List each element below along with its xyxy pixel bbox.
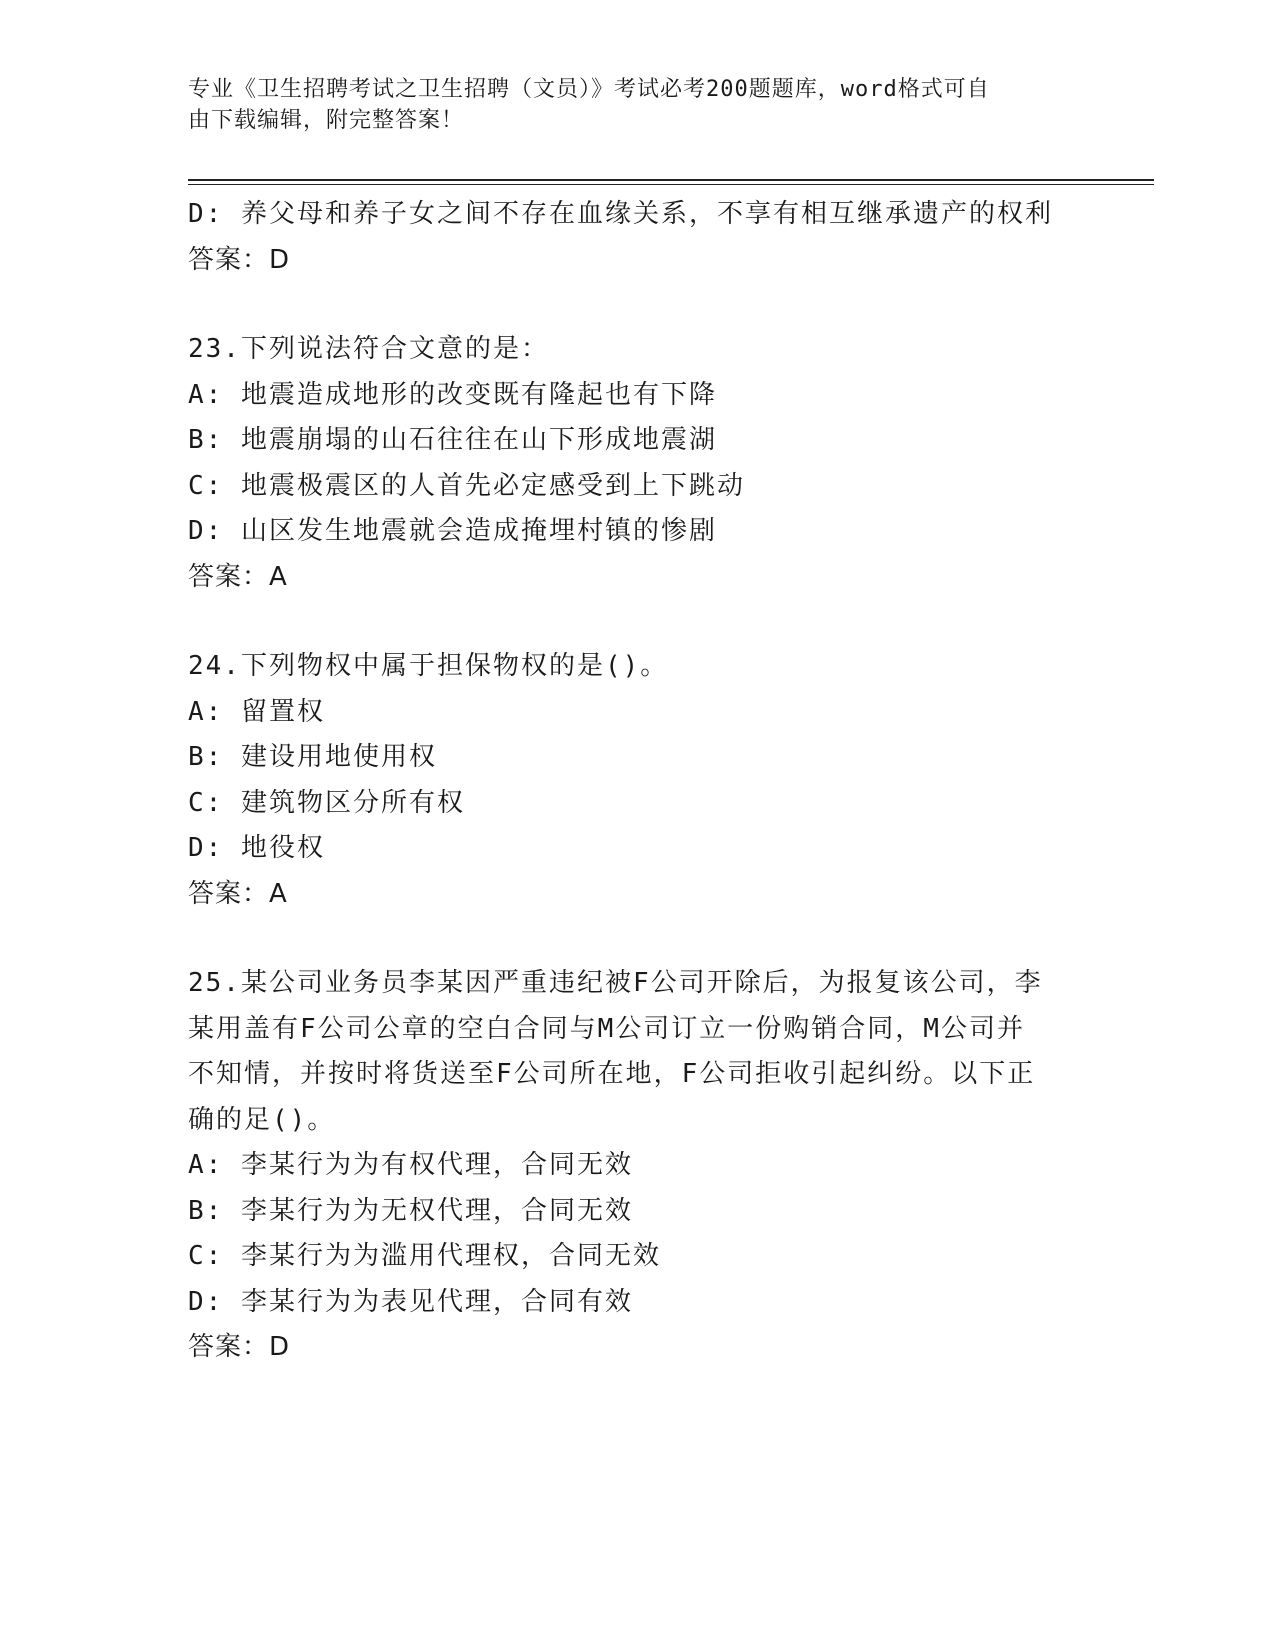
question-stem: 24.下列物权中属于担保物权的是()。: [188, 651, 669, 681]
answer: 答案：A: [188, 561, 288, 592]
header-line-1: 专业《卫生招聘考试之卫生招聘（文员）》考试必考200题题库，word格式可自: [188, 77, 990, 102]
option-d: D: 山区发生地震就会造成掩埋村镇的惨剧: [188, 516, 717, 546]
question-stem-line-1: 25.某公司业务员李某因严重违纪被F公司开除后，为报复该公司，李: [188, 968, 1043, 998]
question-24: [188, 644, 1088, 917]
option-a: A: 地震造成地形的改变既有隆起也有下降: [188, 379, 717, 410]
header-divider-thin: [188, 184, 1154, 185]
question-gap: [188, 917, 1088, 961]
question-23: [188, 327, 1088, 600]
document-body: [188, 192, 1088, 1371]
question-gap: [188, 600, 1088, 644]
header-divider-thick: [188, 179, 1154, 181]
question-stem: 23.下列说法符合文意的是：: [188, 334, 549, 364]
option-c: C: 地震极震区的人首先必定感受到上下跳动: [188, 470, 745, 501]
question-stem-line-4: 确的足()。: [188, 1104, 336, 1135]
question-stem-line-2: 某用盖有F公司公章的空白合同与M公司订立一份购销合同，M公司并: [188, 1013, 1025, 1044]
option-d: D: 地役权: [188, 833, 325, 863]
option-a: A: 留置权: [188, 696, 325, 727]
option-d: D: 李某行为为表见代理，合同有效: [188, 1286, 633, 1317]
option-b: B: 李某行为为无权代理，合同无效: [188, 1195, 633, 1226]
answer: 答案：D: [188, 1332, 291, 1362]
question-stem-line-3: 不知情，并按时将货送至F公司所在地，F公司拒收引起纠纷。以下正: [188, 1059, 1036, 1089]
document-header: [188, 74, 1068, 136]
option-c: C: 建筑物区分所有权: [188, 787, 465, 818]
option-b: B: 建设用地使用权: [188, 742, 437, 772]
option-c: C: 李某行为为滥用代理权，合同无效: [188, 1241, 661, 1271]
option-a: A: 李某行为为有权代理，合同无效: [188, 1150, 633, 1180]
question-25: [188, 961, 1088, 1371]
prev-question-answer: 答案：D: [188, 244, 291, 275]
prev-question-option-d: D: 养父母和养子女之间不存在血缘关系，不享有相互继承遗产的权利: [188, 199, 1053, 229]
option-b: B: 地震崩塌的山石往往在山下形成地震湖: [188, 425, 717, 455]
header-line-2: 由下载编辑，附完整答案！: [188, 108, 465, 133]
question-gap: [188, 283, 1088, 327]
answer: 答案：A: [188, 878, 288, 909]
